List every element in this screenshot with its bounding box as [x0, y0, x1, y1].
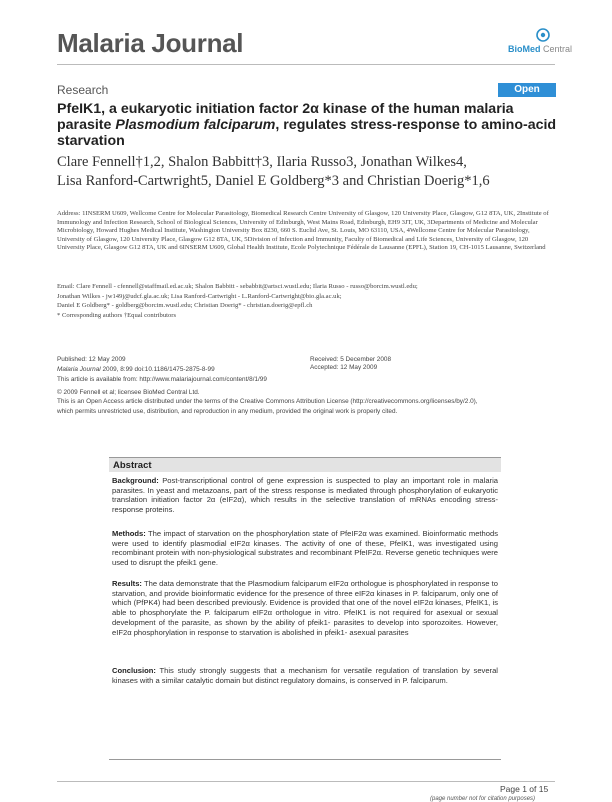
section-label: Research: [57, 83, 109, 97]
abstract-box: [109, 457, 501, 760]
email-line-2[interactable]: Jonathan Wilkes - jw149j@udcf.gla.ac.uk; Lisa Ranford-Cartwright - L.Ranford-Cartwright@bio.gla.ac.uk;: [57, 292, 342, 300]
abstract-results: [112, 579, 498, 637]
abstract-methods: [112, 529, 498, 568]
copyright: © 2009 Fennell et al; licensee BioMed Central Ltd.: [57, 388, 200, 396]
corresponding-note: * Corresponding authors †Equal contributors: [57, 311, 177, 319]
authors-line-1: Clare Fennell†1,2, Shalon Babbitt†3, Ilaria Russo3, Jonathan Wilkes4,: [57, 154, 467, 170]
conclusion-text: This study strongly suggests that a mechanism for versatile regulation of translation by several kinases with a similar catalytic domain but distinct regulatory domains, is conserved in P. falciparum.: [112, 666, 498, 685]
author-list: [57, 153, 557, 191]
published-date: Published: 12 May 2009: [57, 356, 126, 363]
logo-text-bio: BioMed: [508, 44, 541, 54]
biomed-logo-icon: [536, 28, 550, 42]
title-part-2: , regulates stress-response to amino-acid starvation: [57, 117, 557, 149]
article-title: [57, 101, 557, 149]
conclusion-label: Conclusion:: [112, 666, 156, 675]
footer-divider: [57, 781, 555, 782]
affiliations: Address: 1INSERM U609, Wellcome Centre for Molecular Parasitology, Biomedical Research Centre University of Glasgow, 120 University Place, Glasgow, G12 8TA, UK, 2Institute of Immunology and Infection Research, School of Biological Sciences, University of Edinburgh, West Mains Road, Edinburgh, EH9 3JT, UK, 3Departments of Medicine and Molecular Microbiology, Howard Hughes Medical Institute, Washington University Box 8230, 660 S. Euclid Ave, St. Louis, MO 63110, USA, 4Wellcome Centre for Molecular Parasitology, University of Glasgow, 120 University Place, Glasgow G12 8TA, UK, 5Division of Infection and Immunity, Faculty of Biomedical and Life Sciences, University of Glasgow, 120 University Place, Glasgow G12 8TA, UK and 6INSERM U609, Global Health Institute, Ecole Polytechnique Fédérale de Lausanne (EPFL), Station 19, CH-1015 Lausanne, Switzerland: [57, 210, 549, 252]
email-block: [57, 282, 555, 320]
open-access-badge: Open Access: [498, 83, 556, 97]
logo-text-central: Central: [540, 44, 573, 54]
abstract-conclusion: [112, 666, 498, 685]
results-label: Results:: [112, 579, 142, 588]
email-line-1[interactable]: Email: Clare Fennell - cfennell@staffmail.ed.ac.uk; Shalon Babbitt - sebabbit@artsci.wustl.edu; Ilaria Russo - russo@borcim.wustl.edu;: [57, 283, 418, 290]
journal-title: Malaria Journal: [57, 28, 244, 58]
methods-label: Methods:: [112, 529, 146, 538]
title-part-1: PfeIK1, a eukaryotic initiation factor 2α kinase of the human malaria parasite: [57, 101, 514, 133]
abstract-heading: Abstract: [109, 458, 501, 472]
received-date: Received: 5 December 2008: [310, 356, 391, 363]
license-line-2: which permits unrestricted use, distribution, and reproduction in any medium, provided the original work is properly cited.: [57, 407, 398, 415]
abstract-background: [112, 476, 498, 515]
background-label: Background:: [112, 476, 159, 485]
header-divider: [57, 64, 555, 65]
citation: [57, 366, 215, 373]
citation-rest: 2009, 8:99 doi:10.1186/1475-2875-8-99: [100, 365, 215, 373]
license-line-1[interactable]: This is an Open Access article distributed under the terms of the Creative Commons Attribution License (http://creativecommons.org/licenses/by/2.0),: [57, 398, 478, 406]
page-number: Page 1 of 15: [500, 784, 549, 794]
email-line-3[interactable]: Daniel E Goldberg* - goldberg@borcim.wustl.edu; Christian Doerig* - christian.doerig@epfl.ch: [57, 302, 313, 310]
results-text: The data demonstrate that the Plasmodium falciparum eIF2α orthologue is phosphorylated in response to starvation, and provide bioinformatic evidence for the presence of three eIF2α kinases in P. falciparum, only one of which (PfPK4) had been described previously. Evidence is provided that one of the novel eIF2α kinases, PfeIK1, is able to phosphorylate the P. falciparum eIF2α orthologue in vitro. PfeIK1 is not required for asexual or sexual development of the parasite, as shown by the ability of pfeik1- parasites to develop into sporozoites. However, eIF2α phosphorylation in response to starvation is abolished in pfeik1- asexual parasites: [112, 579, 498, 637]
available-url[interactable]: This article is available from: http://www.malariajournal.com/content/8/1/99: [57, 376, 267, 384]
methods-text: The impact of starvation on the phosphorylation state of PfeIF2α was examined. Bioinformatic methods were used to identify plasmodial eIF2α kinases. The activity of one of these, PfeIK1, was investigated using recombinant protein with non-physiological substrates and recombinant PfeIF2α. Reverse genetic techniques were used to disrupt the pfeik1 gene.: [112, 529, 498, 568]
publication-info: [57, 355, 555, 417]
page-number-note: (page number not for citation purposes): [430, 796, 536, 802]
background-text: Post-transcriptional control of gene expression is suspected to play an important role in malaria parasites. In yeast and metazoans, part of the stress response is mediated through phosphorylation of eukaryotic translation initiation factor 2α (eIF2α), which results in the selective translation of mRNAs encoding stress-response proteins.: [112, 476, 498, 515]
accepted-date: Accepted: 12 May 2009: [310, 363, 378, 371]
biomed-central-logo[interactable]: [500, 28, 573, 56]
authors-line-2: Lisa Ranford-Cartwright5, Daniel E Goldberg*3 and Christian Doerig*1,6: [57, 173, 490, 189]
title-species: Plasmodium falciparum: [115, 117, 276, 133]
citation-journal: Malaria Journal: [57, 365, 101, 373]
